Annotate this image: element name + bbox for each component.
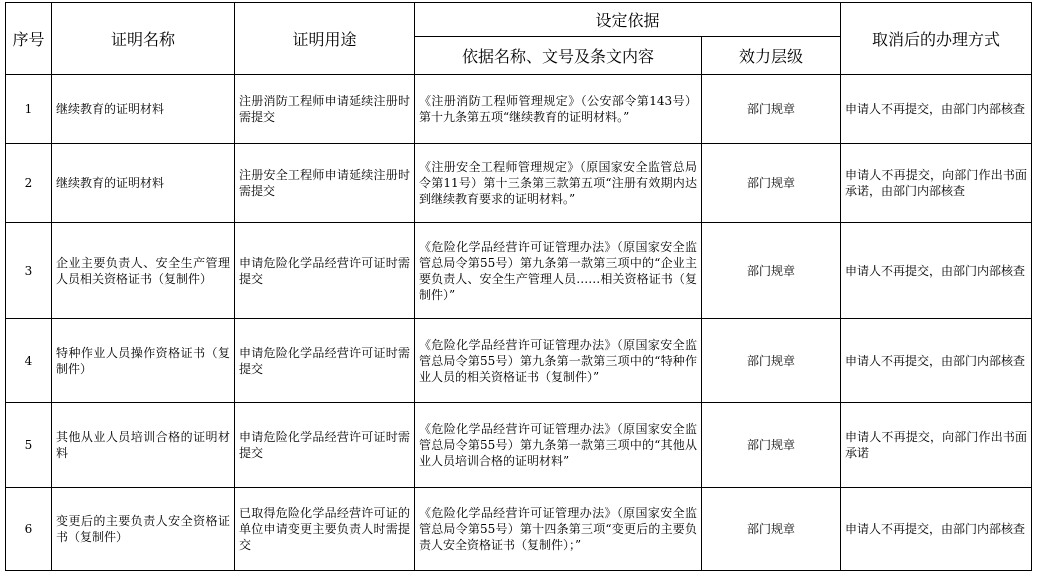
cell-after-cancel: 申请人不再提交，由部门内部核查 bbox=[841, 488, 1032, 571]
cell-cert-name: 变更后的主要负责人安全资格证书（复制件） bbox=[52, 488, 235, 571]
cell-basis: 《危险化学品经营许可证管理办法》（原国家安全监管总局令第55号）第九条第一款第三项中的“企业主要负责人、安全生产管理人员……相关资格证书（复制件）” bbox=[415, 223, 702, 319]
cell-level: 部门规章 bbox=[702, 319, 841, 403]
table-row bbox=[6, 223, 1032, 319]
cell-seq: 5 bbox=[6, 403, 52, 488]
cell-cert-use: 申请危险化学品经营许可证时需提交 bbox=[235, 403, 415, 488]
cell-basis: 《注册消防工程师管理规定》（公安部令第143号）第十九条第五项“继续教育的证明材料。” bbox=[415, 75, 702, 144]
cell-level: 部门规章 bbox=[702, 75, 841, 144]
cell-basis: 《危险化学品经营许可证管理办法》（原国家安全监管总局令第55号）第九条第一款第三项中的“其他从业人员培训合格的证明材料” bbox=[415, 403, 702, 488]
cell-after-cancel: 申请人不再提交，由部门内部核查 bbox=[841, 75, 1032, 144]
table-row bbox=[6, 75, 1032, 144]
cell-level: 部门规章 bbox=[702, 403, 841, 488]
cell-cert-use: 申请危险化学品经营许可证时需提交 bbox=[235, 223, 415, 319]
certificate-table bbox=[5, 2, 1032, 571]
cell-level: 部门规章 bbox=[702, 488, 841, 571]
cell-basis: 《危险化学品经营许可证管理办法》（原国家安全监管总局令第55号）第十四条第三项“变更后的主要负责人安全资格证书（复制件）；” bbox=[415, 488, 702, 571]
cell-basis: 《注册安全工程师管理规定》（原国家安全监管总局令第11号）第十三条第三款第五项“注册有效期内达到继续教育要求的证明材料。” bbox=[415, 144, 702, 223]
cell-cert-name: 企业主要负责人、安全生产管理人员相关资格证书（复制件） bbox=[52, 223, 235, 319]
header-basis-text: 依据名称、文号及条文内容 bbox=[415, 37, 702, 75]
header-after-cancel: 取消后的办理方式 bbox=[841, 3, 1032, 75]
cell-cert-use: 注册安全工程师申请延续注册时需提交 bbox=[235, 144, 415, 223]
cell-cert-name: 继续教育的证明材料 bbox=[52, 75, 235, 144]
table-row bbox=[6, 319, 1032, 403]
cell-level: 部门规章 bbox=[702, 223, 841, 319]
cell-seq: 1 bbox=[6, 75, 52, 144]
cell-seq: 6 bbox=[6, 488, 52, 571]
header-cert-name: 证明名称 bbox=[52, 3, 235, 75]
cell-seq: 3 bbox=[6, 223, 52, 319]
cell-cert-name: 特种作业人员操作资格证书（复制件） bbox=[52, 319, 235, 403]
header-cert-use: 证明用途 bbox=[235, 3, 415, 75]
cell-after-cancel: 申请人不再提交，向部门作出书面承诺 bbox=[841, 403, 1032, 488]
header-basis-group: 设定依据 bbox=[415, 3, 841, 37]
table-row bbox=[6, 403, 1032, 488]
cell-cert-name: 继续教育的证明材料 bbox=[52, 144, 235, 223]
cell-after-cancel: 申请人不再提交，由部门内部核查 bbox=[841, 223, 1032, 319]
cell-basis: 《危险化学品经营许可证管理办法》（原国家安全监管总局令第55号）第九条第一款第三项中的“特种作业人员的相关资格证书（复制件）” bbox=[415, 319, 702, 403]
cell-cert-name: 其他从业人员培训合格的证明材料 bbox=[52, 403, 235, 488]
cell-seq: 2 bbox=[6, 144, 52, 223]
table-row bbox=[6, 488, 1032, 571]
header-level: 效力层级 bbox=[702, 37, 841, 75]
cell-cert-use: 已取得危险化学品经营许可证的单位申请变更主要负责人时需提交 bbox=[235, 488, 415, 571]
table-row bbox=[6, 144, 1032, 223]
header-seq: 序号 bbox=[6, 3, 52, 75]
cell-after-cancel: 申请人不再提交，由部门内部核查 bbox=[841, 319, 1032, 403]
cell-cert-use: 注册消防工程师申请延续注册时需提交 bbox=[235, 75, 415, 144]
cell-after-cancel: 申请人不再提交，向部门作出书面承诺，由部门内部核查 bbox=[841, 144, 1032, 223]
cell-seq: 4 bbox=[6, 319, 52, 403]
cell-level: 部门规章 bbox=[702, 144, 841, 223]
cell-cert-use: 申请危险化学品经营许可证时需提交 bbox=[235, 319, 415, 403]
